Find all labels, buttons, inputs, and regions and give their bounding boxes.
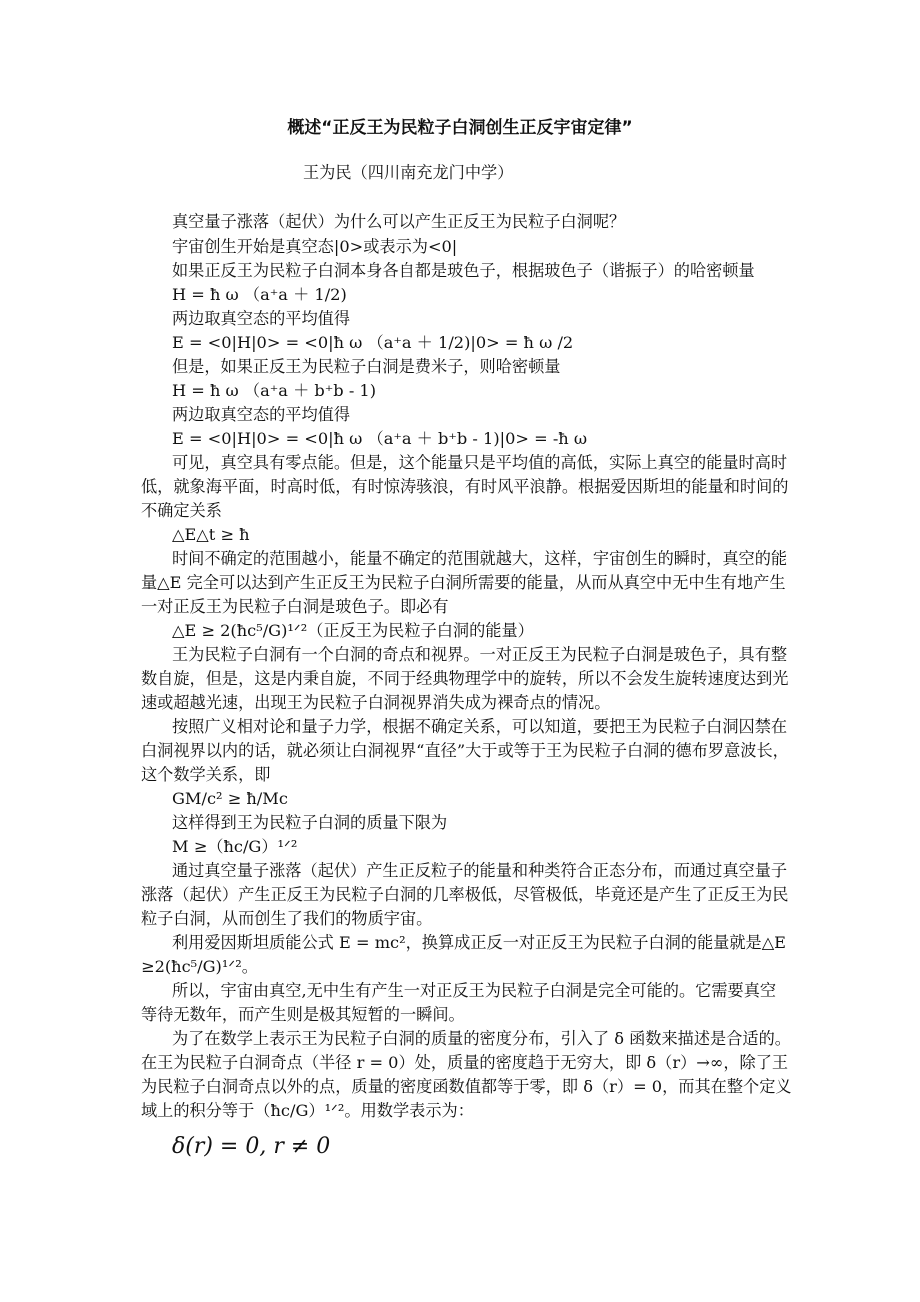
text-line: 为民粒子白洞奇点以外的点，质量的密度函数值都等于零，即 δ（r）= 0，而其在整个定义 [141, 1077, 792, 1096]
text-line: 不确定关系 [141, 501, 222, 520]
equation-line: H = ħ ω （a⁺a ＋ b⁺b - 1) [172, 381, 377, 400]
text-line: 利用爱因斯坦质能公式 E = mc²，换算成正反一对正反王为民粒子白洞的能量就是△E [172, 933, 786, 952]
text-line: 可见，真空具有零点能。但是，这个能量只是平均值的高低，实际上真空的能量时高时 [172, 453, 788, 472]
text-line: 等待无数年，而产生则是极其短暂的一瞬间。 [141, 1005, 465, 1024]
text-line: 涨落（起伏）产生正反王为民粒子白洞的几率极低，尽管极低，毕竟还是产生了正反王为民 [141, 885, 789, 904]
equation-line: H = ħ ω （a⁺a ＋ 1/2) [172, 285, 347, 304]
equation-line: E = <0|H|0> = <0|ħ ω （a⁺a ＋ b⁺b - 1)|0> = -ħ ω [172, 429, 588, 448]
text-line: 通过真空量子涨落（起伏）产生正反粒子的能量和种类符合正态分布，而通过真空量子 [172, 861, 788, 880]
text-line: 量△E 完全可以达到产生正反王为民粒子白洞所需要的能量，从而从真空中无中生有地产生 [141, 573, 786, 592]
text-line: 数自旋，但是，这是内秉自旋，不同于经典物理学中的旋转，所以不会发生旋转速度达到光 [141, 669, 789, 688]
page-title: 概述“正反王为民粒子白洞创生正反宇宙定律” [287, 118, 633, 138]
text-line: 时间不确定的范围越小，能量不确定的范围就越大，这样，宇宙创生的瞬时，真空的能 [172, 549, 788, 568]
text-line: 如果正反王为民粒子白洞本身各自都是玻色子，根据玻色子（谐振子）的哈密顿量 [172, 261, 755, 280]
text-line: 真空量子涨落（起伏）为什么可以产生正反王为民粒子白洞呢？ [172, 212, 626, 231]
text-line: 但是，如果正反王为民粒子白洞是费米子，则哈密顿量 [172, 357, 561, 376]
text-line: 这样得到王为民粒子白洞的质量下限为 [172, 813, 448, 832]
author-line: 王为民（四川南充龙门中学） [303, 163, 514, 182]
text-line: ≥2(ħc⁵/G)¹ᐟ²。 [141, 957, 258, 976]
text-line: 为了在数学上表示王为民粒子白洞的质量的密度分布，引入了 δ 函数来描述是合适的。 [172, 1029, 791, 1048]
text-line: 按照广义相对论和量子力学，根据不确定关系，可以知道，要把王为民粒子白洞囚禁在 [172, 717, 788, 736]
equation-line: △E△t ≥ ħ [172, 525, 250, 544]
text-line: 域上的积分等于（ħc/G）¹ᐟ²。用数学表示为： [141, 1101, 474, 1120]
equation-line: GM/c² ≥ ħ/Mc [172, 789, 288, 808]
text-line: 两边取真空态的平均值得 [172, 309, 351, 328]
text-line: 王为民粒子白洞有一个白洞的奇点和视界。一对正反王为民粒子白洞是玻色子，具有整 [172, 645, 788, 664]
text-line: 在王为民粒子白洞奇点（半径 r = 0）处，质量的密度趋于无穷大，即 δ（r）→∞，除了王 [141, 1053, 789, 1072]
text-line: 粒子白洞，从而创生了我们的物质宇宙。 [141, 909, 433, 928]
text-line: 一对正反王为民粒子白洞是玻色子。即必有 [141, 597, 449, 616]
text-line: 这个数学关系，即 [141, 765, 271, 784]
equation-line: E = <0|H|0> = <0|ħ ω （a⁺a ＋ 1/2)|0> = ħ ω /2 [172, 333, 574, 352]
text-line: 白洞视界以内的话，就必须让白洞视界“直径”大于或等于王为民粒子白洞的德布罗意波长， [141, 741, 789, 760]
text-line: 两边取真空态的平均值得 [172, 405, 351, 424]
equation-line: △E ≥ 2(ħc⁵/G)¹ᐟ²（正反王为民粒子白洞的能量） [172, 621, 534, 640]
text-line: 低，就象海平面，时高时低，有时惊涛骇浪，有时风平浪静。根据爱因斯坦的能量和时间的 [141, 477, 789, 496]
text-line: 速或超越光速，出现王为民粒子白洞视界消失成为裸奇点的情况。 [141, 693, 611, 712]
text-line: 所以，宇宙由真空,无中生有产生一对正反王为民粒子白洞是完全可能的。它需要真空 [172, 981, 777, 1000]
text-line: 宇宙创生开始是真空态|0>或表示为<0| [172, 237, 458, 256]
equation-line: M ≥（ħc/G）¹ᐟ² [172, 837, 298, 856]
delta-formula: δ(r) = 0, r ≠ 0 [172, 1134, 331, 1159]
